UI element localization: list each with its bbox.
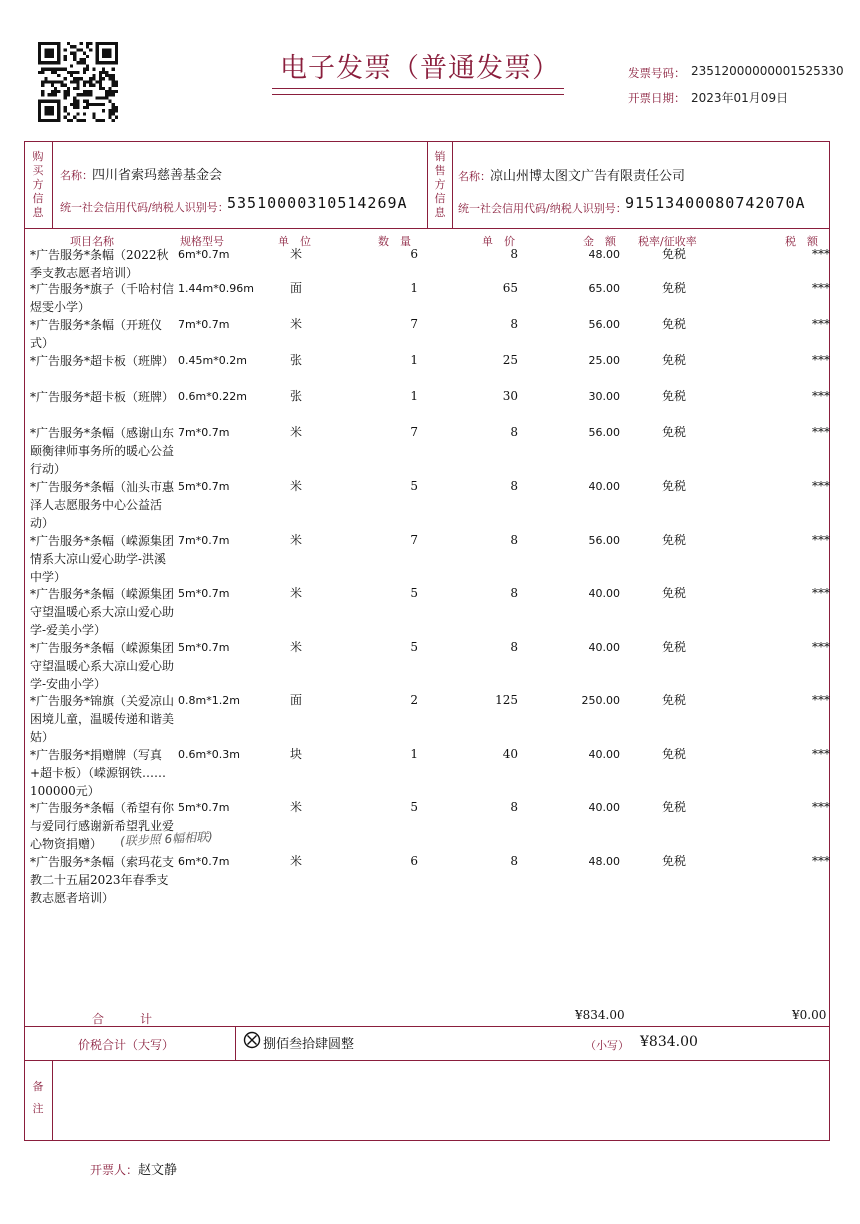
seller-name-label: 名称：: [458, 170, 491, 183]
cell-tax: ***: [812, 281, 830, 295]
cell-rate: 免税: [662, 281, 687, 295]
grand-total-words: 捌佰叁拾肆圆整: [263, 1037, 355, 1052]
cell-spec: 0.8m*1.2m: [178, 694, 240, 707]
cell-spec: 7m*0.7m: [178, 318, 230, 331]
cell-rate: 免税: [662, 247, 687, 261]
cell-price: 8: [510, 425, 518, 439]
buyer-name: 四川省索玛慈善基金会: [92, 168, 223, 183]
cell-rate: 免税: [662, 800, 687, 814]
column-header-rate: 税率/征收率: [638, 235, 697, 248]
column-header-amount: 金 额: [583, 235, 616, 248]
cell-price: 8: [510, 640, 518, 654]
cell-unit: 米: [290, 533, 303, 547]
divider: [427, 141, 428, 228]
cell-rate: 免税: [662, 479, 687, 493]
cell-price: 25: [502, 353, 518, 367]
cell-price: 65: [502, 281, 518, 295]
cell-tax: ***: [812, 389, 830, 403]
total-amount: ¥834.00: [575, 1008, 625, 1022]
cell-unit: 米: [290, 640, 303, 654]
cell-price: 8: [510, 317, 518, 331]
divider: [52, 1060, 53, 1141]
divider: [52, 141, 53, 228]
invoice-title: 电子发票（普通发票）: [280, 53, 560, 84]
column-header-item: 项目名称: [70, 235, 114, 248]
cell-spec: 0.6m*0.22m: [178, 390, 247, 403]
cell-amount: 40.00: [588, 587, 620, 600]
column-header-tax: 税 额: [785, 235, 818, 248]
cell-spec: 7m*0.7m: [178, 426, 230, 439]
cell-qty: 5: [410, 800, 418, 814]
cell-qty: 7: [410, 425, 418, 439]
cell-spec: 6m*0.7m: [178, 248, 230, 261]
divider: [24, 1060, 830, 1061]
cell-unit: 面: [290, 281, 303, 295]
handwritten-note: (联步照 6幅相联): [119, 829, 214, 849]
cell-rate: 免税: [662, 425, 687, 439]
cell-amount: 40.00: [588, 641, 620, 654]
cell-spec: 1.44m*0.96m: [178, 282, 254, 295]
issue-date-label: 开票日期：: [628, 91, 686, 105]
cell-tax: ***: [812, 317, 830, 331]
cell-spec: 7m*0.7m: [178, 534, 230, 547]
title-underline-2: [272, 94, 564, 95]
cell-qty: 7: [410, 317, 418, 331]
cell-amount: 40.00: [588, 801, 620, 814]
cell-name: *广告服务*条幅（感谢山东颐衡律师事务所的暖心公益行动）: [30, 426, 175, 476]
cell-amount: 250.00: [581, 694, 620, 707]
circle-x-icon: [243, 1031, 261, 1049]
seller-side-label: 销售方信息: [434, 150, 446, 219]
cell-price: 30: [502, 389, 518, 403]
cell-amount: 56.00: [588, 318, 620, 331]
cell-price: 8: [510, 247, 518, 261]
cell-spec: 5m*0.7m: [178, 641, 230, 654]
total-tax: ¥0.00: [792, 1008, 827, 1022]
cell-spec: 6m*0.7m: [178, 855, 230, 868]
cell-amount: 30.00: [588, 390, 620, 403]
cell-qty: 5: [410, 586, 418, 600]
cell-price: 8: [510, 586, 518, 600]
cell-qty: 1: [410, 747, 418, 761]
seller-id-label: 统一社会信用代码/纳税人识别号：: [458, 202, 627, 215]
cell-qty: 7: [410, 533, 418, 547]
buyer-tax-id: 53510000310514269A: [227, 194, 408, 212]
column-header-price: 单 价: [482, 235, 515, 248]
cell-unit: 面: [290, 693, 303, 707]
cell-unit: 米: [290, 317, 303, 331]
cell-name: *广告服务*条幅（汕头市惠泽人志愿服务中心公益活动）: [30, 480, 175, 530]
cell-tax: ***: [812, 586, 830, 600]
cell-spec: 0.6m*0.3m: [178, 748, 240, 761]
cell-amount: 48.00: [588, 248, 620, 261]
cell-price: 8: [510, 854, 518, 868]
grand-total-small-value: ¥834.00: [640, 1034, 698, 1050]
invoice-no-label: 发票号码：: [628, 66, 686, 80]
column-header-spec: 规格型号: [180, 235, 224, 248]
cell-rate: 免税: [662, 353, 687, 367]
divider: [235, 1026, 236, 1060]
cell-tax: ***: [812, 533, 830, 547]
cell-qty: 6: [410, 247, 418, 261]
cell-qty: 2: [410, 693, 418, 707]
cell-qty: 5: [410, 640, 418, 654]
cell-name: *广告服务*捐赠牌（写真+超卡板）（嵘源钢铁……100000元）: [30, 748, 167, 798]
cell-qty: 1: [410, 281, 418, 295]
grand-total-label: 价税合计（大写）: [78, 1038, 175, 1052]
cell-amount: 40.00: [588, 480, 620, 493]
cell-unit: 米: [290, 479, 303, 493]
cell-price: 8: [510, 479, 518, 493]
cell-amount: 56.00: [588, 534, 620, 547]
cell-name: *广告服务*条幅（2022秋季支教志愿者培训）: [30, 248, 169, 280]
cell-tax: ***: [812, 425, 830, 439]
cell-unit: 块: [290, 747, 303, 761]
issuer-label: 开票人：: [90, 1163, 139, 1177]
cell-unit: 米: [290, 425, 303, 439]
cell-name: *广告服务*旗子（千哈村信煜雯小学）: [30, 282, 175, 314]
cell-spec: 5m*0.7m: [178, 587, 230, 600]
cell-unit: 张: [290, 353, 303, 367]
cell-amount: 56.00: [588, 426, 620, 439]
cell-rate: 免税: [662, 533, 687, 547]
cell-tax: ***: [812, 747, 830, 761]
seller-tax-id: 91513400080742070A: [625, 194, 806, 212]
cell-tax: ***: [812, 353, 830, 367]
cell-amount: 65.00: [588, 282, 620, 295]
total-label: 合 计: [92, 1012, 153, 1026]
cell-name: *广告服务*条幅（嵘源集团情系大凉山爱心助学-洪溪中学）: [30, 534, 175, 584]
cell-qty: 5: [410, 479, 418, 493]
column-header-qty: 数 量: [378, 235, 411, 248]
cell-amount: 48.00: [588, 855, 620, 868]
cell-unit: 米: [290, 247, 303, 261]
cell-rate: 免税: [662, 586, 687, 600]
cell-spec: 5m*0.7m: [178, 801, 230, 814]
cell-price: 8: [510, 533, 518, 547]
cell-tax: ***: [812, 800, 830, 814]
divider: [452, 141, 453, 228]
cell-name: *广告服务*锦旗（关爱凉山困境儿童，温暖传递和谐美姑）: [30, 694, 175, 744]
title-underline: [272, 88, 564, 89]
cell-unit: 米: [290, 800, 303, 814]
cell-qty: 1: [410, 389, 418, 403]
cell-name: *广告服务*条幅（索玛花支教二十五届2023年春季支教志愿者培训）: [30, 855, 175, 905]
cell-name: *广告服务*条幅（开班仪式）: [30, 318, 163, 350]
remarks-label: 备注: [32, 1080, 44, 1115]
cell-price: 125: [495, 693, 518, 707]
issue-date: 2023年01月09日: [691, 91, 789, 105]
qr-code: [38, 42, 118, 122]
cell-tax: ***: [812, 693, 830, 707]
cell-spec: 0.45m*0.2m: [178, 354, 247, 367]
cell-spec: 5m*0.7m: [178, 480, 230, 493]
buyer-id-label: 统一社会信用代码/纳税人识别号：: [60, 201, 229, 214]
cell-rate: 免税: [662, 317, 687, 331]
invoice-no: 23512000000001525330: [691, 64, 844, 78]
cell-name: *广告服务*条幅（希望有你与爱同行感谢新希望乳业爱心物资捐赠）: [30, 801, 175, 851]
cell-price: 40: [502, 747, 518, 761]
seller-name: 凉山州博太图文广告有限责任公司: [490, 169, 686, 184]
cell-name: *广告服务*条幅（嵘源集团守望温暖心系大凉山爱心助学-爱美小学）: [30, 587, 175, 637]
divider: [24, 228, 830, 229]
cell-tax: ***: [812, 640, 830, 654]
cell-tax: ***: [812, 854, 830, 868]
cell-rate: 免税: [662, 747, 687, 761]
cell-tax: ***: [812, 247, 830, 261]
buyer-side-label: 购买方信息: [32, 150, 44, 219]
cell-qty: 6: [410, 854, 418, 868]
cell-name: *广告服务*超卡板（班牌）: [30, 390, 175, 404]
cell-amount: 25.00: [588, 354, 620, 367]
cell-tax: ***: [812, 479, 830, 493]
cell-rate: 免税: [662, 389, 687, 403]
cell-unit: 张: [290, 389, 303, 403]
issuer-name: 赵文静: [138, 1163, 178, 1178]
cell-price: 8: [510, 800, 518, 814]
cell-name: *广告服务*条幅（嵘源集团守望温暖心系大凉山爱心助学-安曲小学）: [30, 641, 175, 691]
cell-unit: 米: [290, 854, 303, 868]
cell-rate: 免税: [662, 854, 687, 868]
column-header-unit: 单 位: [278, 235, 311, 248]
cell-amount: 40.00: [588, 748, 620, 761]
buyer-name-label: 名称：: [60, 169, 93, 182]
cell-rate: 免税: [662, 640, 687, 654]
grand-total-small-label: （小写）: [585, 1039, 629, 1052]
cell-name: *广告服务*超卡板（班牌）: [30, 354, 175, 368]
cell-rate: 免税: [662, 693, 687, 707]
cell-unit: 米: [290, 586, 303, 600]
cell-qty: 1: [410, 353, 418, 367]
